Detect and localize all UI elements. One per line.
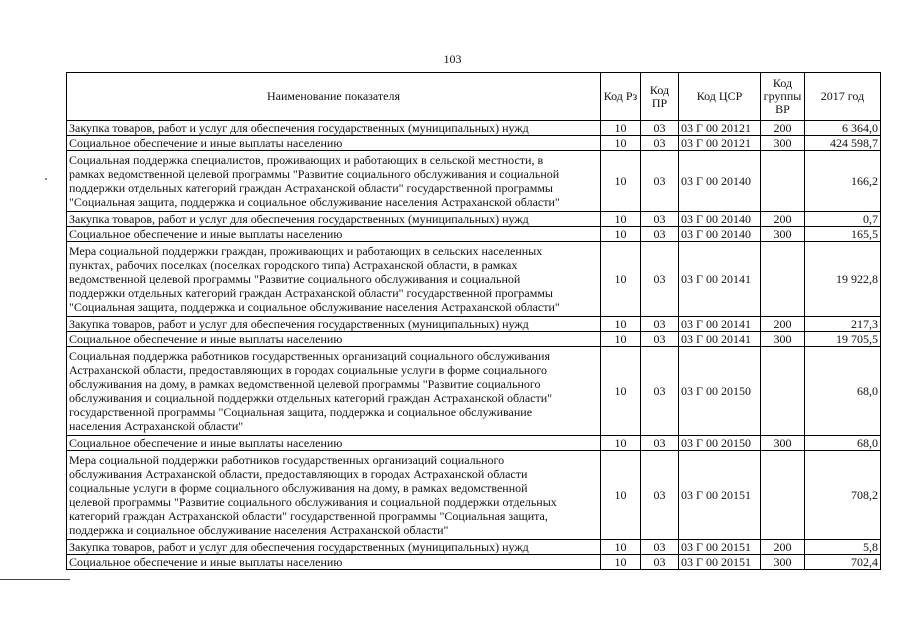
row-pr: 03 [641,212,679,227]
row-name: Закупка товаров, работ и услуг для обеспечения государственных (муниципальных) нужд [67,317,601,332]
row-pr: 03 [641,227,679,242]
row-name: Закупка товаров, работ и услуг для обеспечения государственных (муниципальных) нужд [67,121,601,136]
row-name: Социальное обеспечение и иные выплаты населению [67,555,601,570]
page-edge-line [0,579,70,580]
row-csr: 03 Г 00 20140 [679,227,761,242]
row-rz: 10 [601,540,641,555]
row-name: Социальная поддержка специалистов, проживающих и работающих в сельской местности, в рамках ведомственной целевой программы "Развитие социального обслуживания и социальной поддержки отдельных категорий граждан Астраханской области" государственной программы "Социальная защита, поддержка и социальное обслуживание населения Астраханской области" [67,151,601,212]
row-name: Закупка товаров, работ и услуг для обеспечения государственных (муниципальных) нужд [67,212,601,227]
row-rz: 10 [601,121,641,136]
row-rz: 10 [601,317,641,332]
row-amount: 5,8 [805,540,881,555]
row-csr: 03 Г 00 20150 [679,347,761,436]
header-vr: Код группы ВР [761,73,805,121]
row-pr: 03 [641,136,679,151]
row-pr: 03 [641,121,679,136]
row-rz: 10 [601,227,641,242]
row-rz: 10 [601,347,641,436]
header-csr: Код ЦСР [679,73,761,121]
row-csr: 03 Г 00 20121 [679,121,761,136]
budget-table [66,72,881,570]
row-amount: 702,4 [805,555,881,570]
scan-speck [45,178,47,180]
row-vr: 300 [761,436,805,451]
row-amount: 19 922,8 [805,242,881,317]
row-pr: 03 [641,540,679,555]
row-vr: 300 [761,227,805,242]
row-vr [761,242,805,317]
row-vr [761,151,805,212]
row-name: Социальное обеспечение и иные выплаты населению [67,227,601,242]
row-name: Социальное обеспечение и иные выплаты населению [67,136,601,151]
row-amount: 708,2 [805,451,881,540]
row-name: Мера социальной поддержки работников государственных организаций социального обслуживания Астраханской области, предоставляющих в городах Астраханской области социальные услуги в форме социального обслуживания на дому, в рамках ведомственной целевой программы "Развитие социального обслуживания и социальной поддержки отдельных категорий граждан Астраханской области" государственной программы "Социальная защита, поддержка и социальное обслуживание населения Астраханской области" [67,451,601,540]
row-rz: 10 [601,136,641,151]
table-row [67,242,881,317]
table-header-row [67,73,881,121]
row-vr [761,451,805,540]
row-vr: 200 [761,540,805,555]
row-vr: 300 [761,136,805,151]
row-amount: 424 598,7 [805,136,881,151]
row-name: Социальная поддержка работников государственных организаций социального обслуживания Астраханской области, предоставляющих в городах социальные услуги в форме социального обслуживания на дому, в рамках ведомственной целевой программы "Развитие социального обслуживания и социальной поддержки отдельных категорий граждан Астраханской области" государственной программы "Социальная защита, поддержка и социальное обслуживание населения Астраханской области" [67,347,601,436]
row-name: Закупка товаров, работ и услуг для обеспечения государственных (муниципальных) нужд [67,540,601,555]
row-pr: 03 [641,332,679,347]
page-number: 103 [443,52,462,66]
row-pr: 03 [641,451,679,540]
row-amount: 0,7 [805,212,881,227]
table-row [67,317,881,332]
row-name: Социальное обеспечение и иные выплаты населению [67,332,601,347]
row-csr: 03 Г 00 20150 [679,436,761,451]
row-pr: 03 [641,436,679,451]
row-amount: 166,2 [805,151,881,212]
table-row [67,332,881,347]
table-row [67,151,881,212]
row-amount: 68,0 [805,436,881,451]
row-amount: 68,0 [805,347,881,436]
row-name: Мера социальной поддержки граждан, проживающих и работающих в сельских населенных пунктах, рабочих поселках (поселках городского типа) Астраханской области, в рамках ведомственной целевой программы "Развитие социального обслуживания и социальной поддержки отдельных категорий граждан Астраханской области" государственной программы "Социальная защита, поддержка и социальное обслуживание населения Астраханской области" [67,242,601,317]
row-rz: 10 [601,212,641,227]
row-csr: 03 Г 00 20151 [679,555,761,570]
header-pr: Код ПР [641,73,679,121]
row-pr: 03 [641,555,679,570]
row-amount: 6 364,0 [805,121,881,136]
row-pr: 03 [641,347,679,436]
table-row [67,136,881,151]
row-csr: 03 Г 00 20151 [679,540,761,555]
row-csr: 03 Г 00 20141 [679,317,761,332]
table-row [67,212,881,227]
table-row [67,121,881,136]
row-rz: 10 [601,555,641,570]
header-name: Наименование показателя [67,73,601,121]
table-row [67,347,881,436]
row-amount: 165,5 [805,227,881,242]
row-vr: 300 [761,555,805,570]
row-rz: 10 [601,242,641,317]
header-year: 2017 год [805,73,881,121]
row-vr: 200 [761,121,805,136]
row-pr: 03 [641,317,679,332]
row-amount: 19 705,5 [805,332,881,347]
table-row [67,227,881,242]
table-row [67,555,881,570]
row-rz: 10 [601,151,641,212]
row-amount: 217,3 [805,317,881,332]
row-rz: 10 [601,436,641,451]
table-row [67,436,881,451]
row-rz: 10 [601,332,641,347]
row-vr: 200 [761,317,805,332]
row-pr: 03 [641,242,679,317]
row-csr: 03 Г 00 20141 [679,332,761,347]
table-row [67,451,881,540]
row-csr: 03 Г 00 20151 [679,451,761,540]
row-vr [761,347,805,436]
row-csr: 03 Г 00 20140 [679,151,761,212]
header-rz: Код Рз [601,73,641,121]
row-name: Социальное обеспечение и иные выплаты населению [67,436,601,451]
row-csr: 03 Г 00 20121 [679,136,761,151]
row-rz: 10 [601,451,641,540]
row-vr: 300 [761,332,805,347]
row-csr: 03 Г 00 20141 [679,242,761,317]
row-pr: 03 [641,151,679,212]
row-vr: 200 [761,212,805,227]
table-row [67,540,881,555]
row-csr: 03 Г 00 20140 [679,212,761,227]
